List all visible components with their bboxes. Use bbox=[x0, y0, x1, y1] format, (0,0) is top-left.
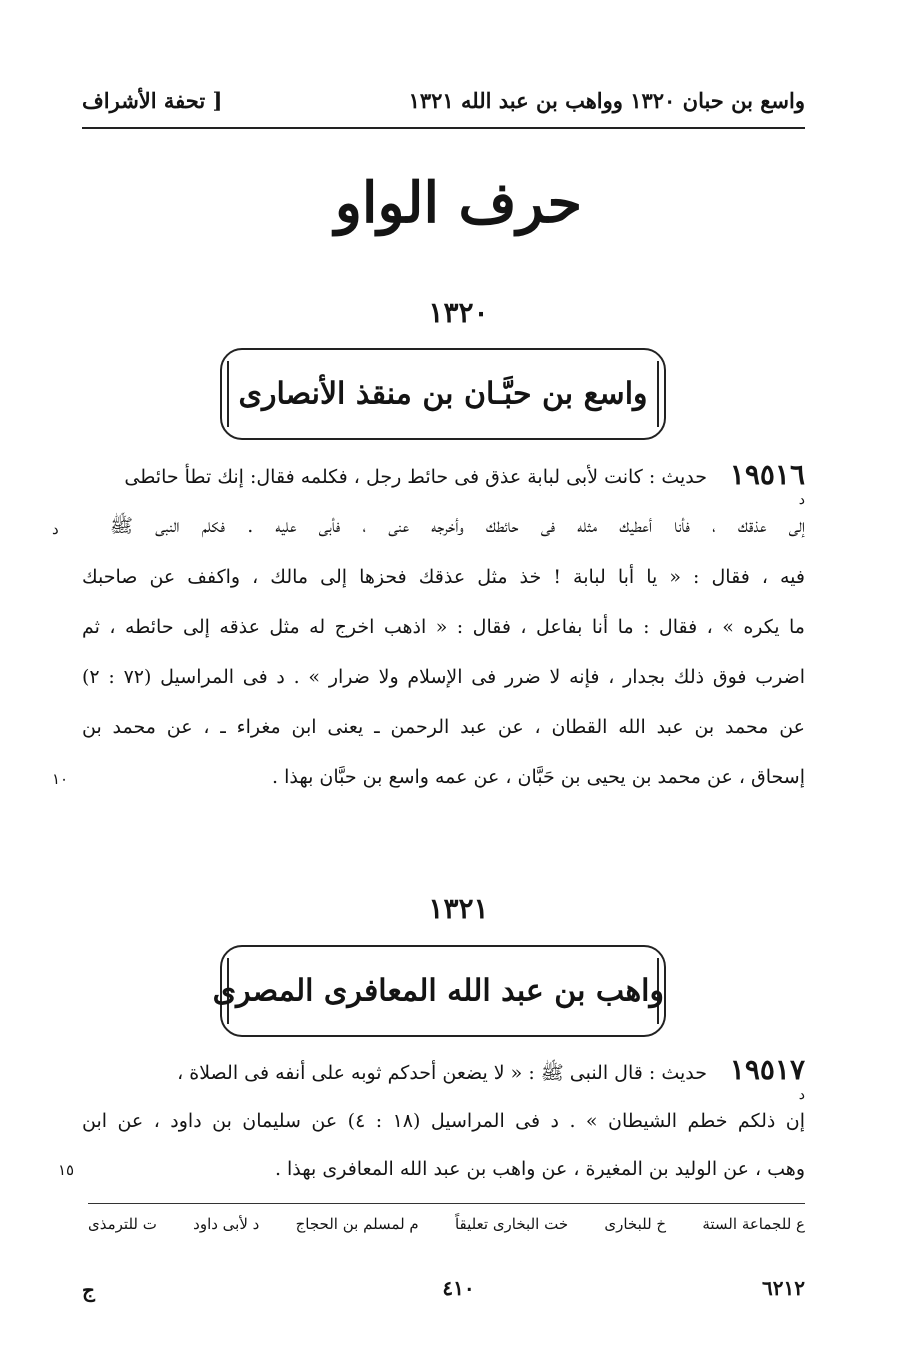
hadith-line: اضرب فوق ذلك بجدار ، فإنه لا ضرر فى الإسلام ولا ضرار » . د فى المراسيل (٧٢ : ٢) bbox=[82, 666, 805, 688]
abbreviation: ع للجماعة الستة bbox=[702, 1215, 805, 1233]
chapter-title: حرف الواو bbox=[334, 170, 583, 236]
section-number: ١٣٢٠ bbox=[428, 296, 489, 329]
hadith-line: إلى عذقك ، فأنا أعطيك مثله فى حائطك وأخرجه عنى ، فأبى عليه . فكلم النبى ﷺ bbox=[110, 515, 805, 537]
hadith-line: إسحاق ، عن محمد بن يحيى بن حَبَّان ، عن عمه واسع بن حبَّان بهذا . bbox=[271, 766, 805, 788]
narrator-frame bbox=[212, 945, 666, 1037]
hadith-number: ١٩٥١٦ bbox=[729, 458, 805, 491]
hadith-line: ما يكره » ، فقال : ما أنا بفاعل ، فقال : « اذهب اخرج له مثل عذقه إلى حائطه ، ثم bbox=[82, 616, 805, 638]
abbreviation: د لأبى داود bbox=[193, 1215, 260, 1233]
hadith-line: وهب ، عن الوليد بن المغيرة ، عن واهب بن عبد الله المعافرى بهذا . bbox=[274, 1158, 805, 1180]
narrator-title: واسع بن حبَّـان بن منقذ الأنصارى bbox=[238, 376, 648, 412]
running-number: ٦٢١٢ bbox=[762, 1276, 805, 1300]
abbreviation: م لمسلم بن الحجاج bbox=[295, 1215, 419, 1233]
hadith-line: حديث : كانت لأبى لبابة عذق فى حائط رجل ، فكلمه فقال: إنك تطأ حائطى bbox=[124, 466, 707, 488]
hadith-source-marker: د bbox=[798, 1087, 805, 1103]
hadith-line: حديث : قال النبى ﷺ : « لا يضعن أحدكم ثوبه على أنفه فى الصلاة ، bbox=[177, 1062, 707, 1084]
narrator-frame bbox=[220, 348, 666, 440]
footer-rule bbox=[88, 1203, 805, 1204]
hadith-line: فيه ، فقال : « يا أبا لبابة ! خذ مثل عذقك فحزها إلى مالك ، واكفف عن صاحبك bbox=[82, 566, 805, 588]
abbreviation: خت البخارى تعليقاً bbox=[454, 1215, 569, 1233]
header-rule bbox=[82, 127, 805, 129]
abbreviation: خ للبخارى bbox=[604, 1215, 667, 1233]
volume-letter: ج bbox=[82, 1278, 95, 1302]
section-number: ١٣٢١ bbox=[428, 892, 489, 925]
line-count-marker: ١٠ bbox=[52, 770, 69, 788]
book-title: [ تحفة الأشراف bbox=[82, 88, 223, 113]
margin-note: د bbox=[52, 520, 59, 538]
hadith-number: ١٩٥١٧ bbox=[729, 1053, 805, 1086]
hadith-line: عن محمد بن عبد الله القطان ، عن عبد الرحمن ـ يعنى ابن مغراء ـ ، عن محمد بن bbox=[82, 716, 805, 738]
abbreviation: ت للترمذى bbox=[88, 1215, 157, 1233]
running-title: واسع بن حبان ١٣٢٠ وواهب بن عبد الله ١٣٢١ bbox=[408, 88, 805, 113]
narrator-title: واهب بن عبد الله المعافرى المصرى bbox=[212, 973, 664, 1009]
hadith-source-marker: د bbox=[798, 492, 805, 508]
abbreviation-legend bbox=[88, 1215, 805, 1233]
page-number: ٤١٠ bbox=[442, 1276, 475, 1300]
hadith-line: إن ذلكم خطم الشيطان » . د فى المراسيل (١٨ : ٤) عن سليمان بن داود ، عن ابن bbox=[82, 1110, 805, 1132]
line-count-marker: ١٥ bbox=[58, 1161, 75, 1179]
